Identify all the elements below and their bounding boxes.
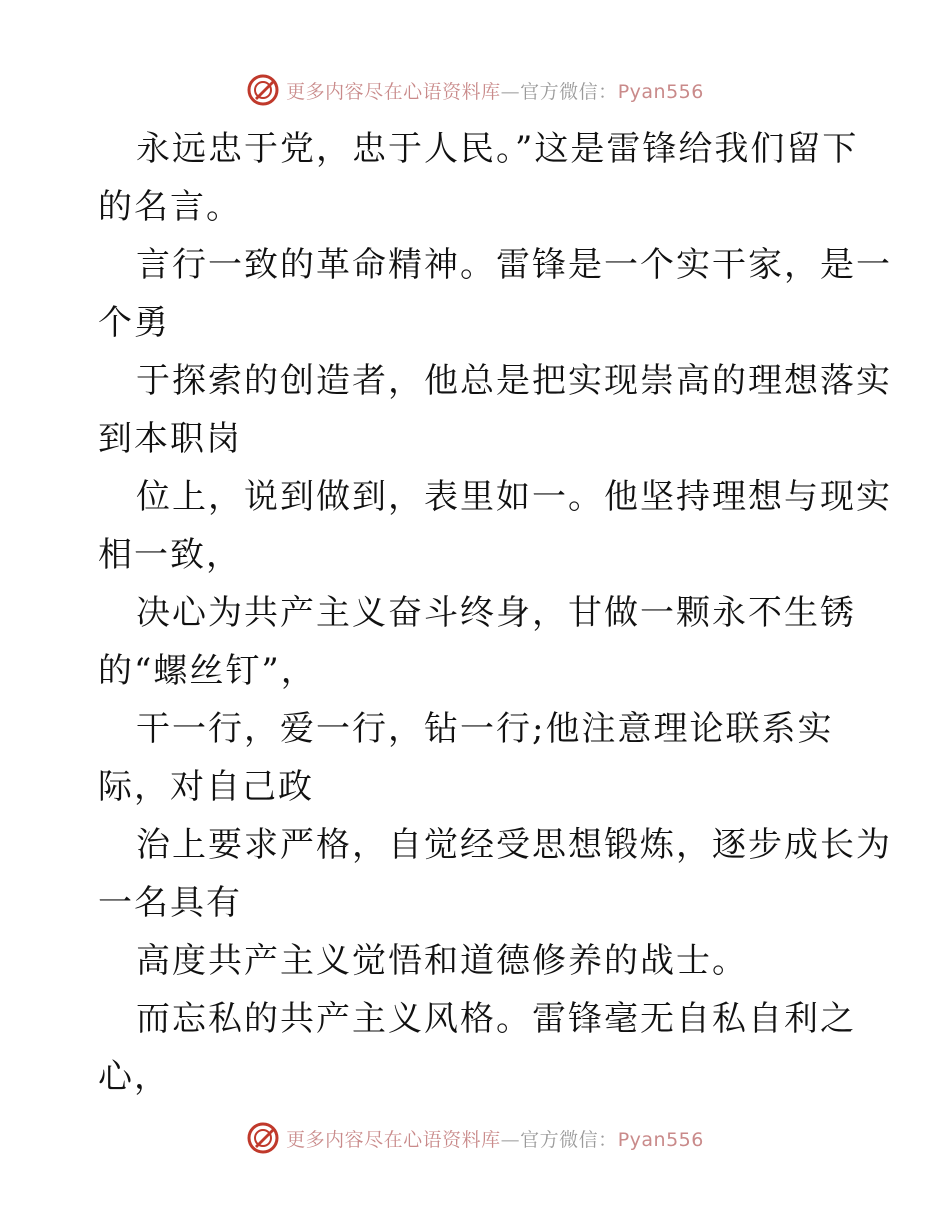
logo-icon [246, 1121, 280, 1155]
footer-wechat-id: Pyan556 [617, 1128, 704, 1151]
body-line: 言行一致的革命精神。雷锋是一个实干家，是一 [136, 245, 892, 285]
body-line: 的“螺丝钉”， [98, 651, 317, 691]
header-wechat-label: 官方微信： [520, 80, 618, 103]
body-line: 个勇 [98, 303, 170, 343]
header-text [286, 77, 704, 104]
body-line: 一名具有 [98, 883, 242, 923]
body-line: 而忘私的共产主义风格。雷锋毫无自私自利之 [136, 999, 856, 1039]
body-line: 高度共产主义觉悟和道德修养的战士。 [136, 941, 748, 981]
body-line: 的名言。 [98, 187, 242, 227]
body-line: 永远忠于党，忠于人民。”这是雷锋给我们留下 [136, 129, 859, 169]
body-line: 相一致， [98, 535, 242, 575]
footer-dash: — [500, 1128, 521, 1151]
footer-banner [0, 1118, 950, 1158]
document-body [98, 120, 892, 1106]
footer-site: 更多内容尽在心语资料库 [286, 1128, 501, 1151]
body-line: 干一行，爱一行，钻一行;他注意理论联系实 [136, 709, 834, 749]
body-line: 治上要求严格，自觉经受思想锻炼，逐步成长为 [136, 825, 892, 865]
header-dash: — [500, 80, 521, 103]
header-wechat-id: Pyan556 [617, 80, 704, 103]
body-line: 心， [98, 1057, 170, 1097]
body-line: 位上，说到做到，表里如一。他坚持理想与现实 [136, 477, 892, 517]
header-banner [0, 70, 950, 110]
footer-text [286, 1125, 704, 1152]
body-line: 到本职岗 [98, 419, 242, 459]
header-site: 更多内容尽在心语资料库 [286, 80, 501, 103]
footer-wechat-label: 官方微信： [520, 1128, 618, 1151]
body-line: 于探索的创造者，他总是把实现崇高的理想落实 [136, 361, 892, 401]
body-line: 决心为共产主义奋斗终身，甘做一颗永不生锈 [136, 593, 856, 633]
logo-icon [246, 73, 280, 107]
body-line: 际，对自己政 [98, 767, 314, 807]
